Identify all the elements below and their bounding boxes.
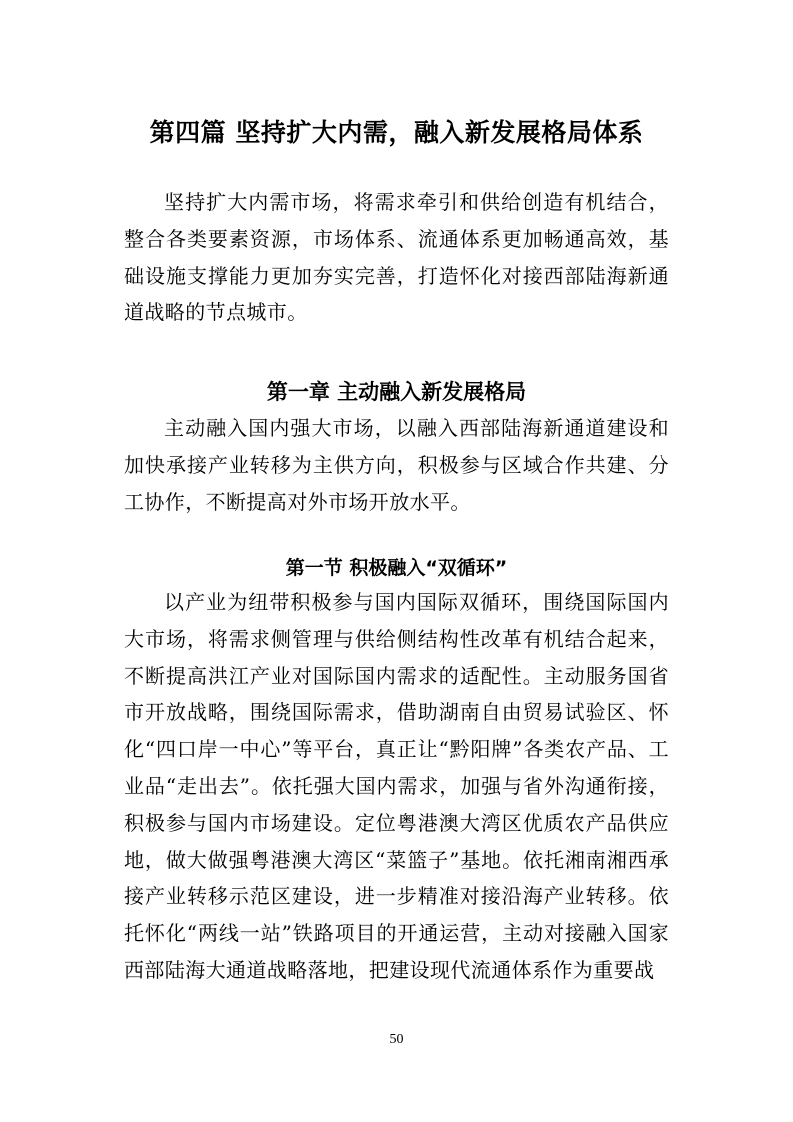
chapter-title: 第一章 主动融入新发展格局: [266, 380, 527, 405]
part-title: 第四篇 坚持扩大内需，融入新发展格局体系: [149, 117, 644, 147]
intro-paragraph: 坚持扩大内需市场，将需求牵引和供给创造有机结合，整合各类要素资源，市场体系、流通体系更加畅通高效，基础设施支撑能力更加夯实完善，打造怀化对接西部陆海新通道战略的节点城市。: [124, 190, 669, 325]
page-number: 50: [389, 1032, 404, 1047]
section-paragraph: 以产业为纽带积极参与国内国际双循环，围绕国际国内大市场，将需求侧管理与供给侧结构性改革有机结合起来，不断提高洪江产业对国际国内需求的适配性。主动服务国省市开放战略，围绕国际需求，借助湖南自由贸易试验区、怀化“四口岸一中心”等平台，真正让“黔阳牌”各类农产品、工业品“走出去”。依托强大国内需求，加强与省外沟通衔接，积极参与国内市场建设。定位粤港澳大湾区优质农产品供应地，做大做强粤港澳大湾区“菜篮子”基地。依托湘南湘西承接产业转移示范区建设，进一步精准对接沿海产业转移。依托怀化“两线一站”铁路项目的开通运营，主动对接融入国家西部陆海大通道战略落地，把建设现代流通体系作为重要战: [124, 590, 669, 982]
section-title: 第一节 积极融入“双循环”: [285, 557, 508, 579]
chapter-paragraph: 主动融入国内强大市场，以融入西部陆海新通道建设和加快承接产业转移为主供方向，积极参与区域合作共建、分工协作，不断提高对外市场开放水平。: [124, 416, 669, 514]
